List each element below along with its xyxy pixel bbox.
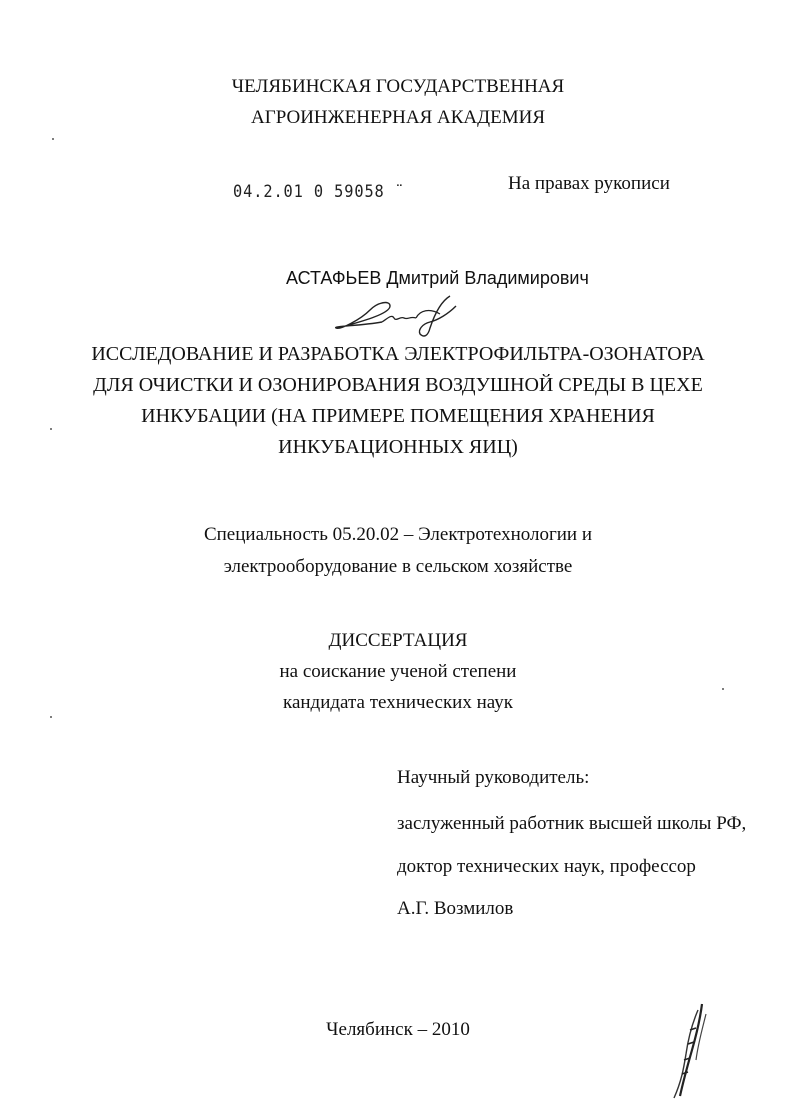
scan-mark <box>52 138 54 140</box>
scribble-mark <box>662 1000 712 1103</box>
title-line-4: ИНКУБАЦИОННЫХ ЯИЦ) <box>278 436 518 458</box>
degree-line-2: кандидата технических наук <box>283 692 513 713</box>
title-line-1: ИССЛЕДОВАНИЕ И РАЗРАБОТКА ЭЛЕКТРОФИЛЬТРА-ОЗОНАТОРА <box>91 343 705 365</box>
scan-mark <box>722 688 724 690</box>
document-type-heading: ДИССЕРТАЦИЯ <box>328 630 468 651</box>
supervisor-name: А.Г. Возмилов <box>397 898 514 919</box>
degree-line-1: на соискание ученой степени <box>279 661 517 682</box>
author-name: АСТАФЬЕВ Дмитрий Владимирович <box>286 268 589 288</box>
specialty-line-1: Специальность 05.20.02 – Электротехнологии и <box>203 524 593 545</box>
rights-note: На правах рукописи <box>508 173 670 194</box>
author-signature <box>330 292 470 340</box>
specialty-line-2: электрооборудование в сельском хозяйстве <box>223 556 573 577</box>
institution-line-1: ЧЕЛЯБИНСКАЯ ГОСУДАРСТВЕННАЯ <box>231 76 565 97</box>
scan-mark <box>50 716 52 718</box>
supervisor-rank-1: заслуженный работник высшей школы РФ, <box>397 813 747 834</box>
supervisor-label: Научный руководитель: <box>397 767 590 788</box>
place-year: Челябинск – 2010 <box>326 1019 470 1040</box>
title-line-2: ДЛЯ ОЧИСТКИ И ОЗОНИРОВАНИЯ ВОЗДУШНОЙ СРЕДЫ В ЦЕХЕ <box>93 374 703 396</box>
scan-mark <box>50 428 52 430</box>
registration-stamp: 04.2.01 0 59058 ¨ <box>233 182 405 202</box>
title-line-3: ИНКУБАЦИИ (НА ПРИМЕРЕ ПОМЕЩЕНИЯ ХРАНЕНИЯ <box>141 405 655 427</box>
institution-line-2: АГРОИНЖЕНЕРНАЯ АКАДЕМИЯ <box>250 107 546 128</box>
supervisor-rank-2: доктор технических наук, профессор <box>397 856 696 877</box>
